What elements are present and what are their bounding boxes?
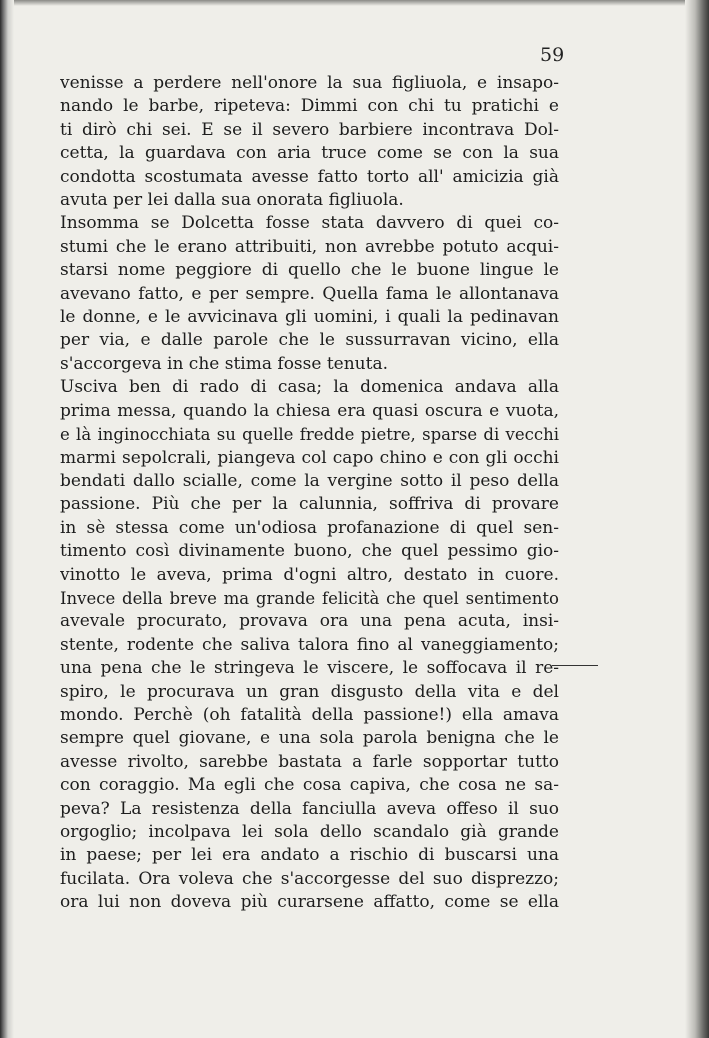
margin-pencil-mark bbox=[552, 665, 598, 666]
page-top-shadow bbox=[0, 0, 709, 6]
text-line: una pena che le stringeva le viscere, le soffocava il re- bbox=[60, 658, 559, 679]
text-line: spiro, le procurava un gran disgusto della vita e del bbox=[60, 681, 559, 702]
text-line: vinotto le aveva, prima d'ogni altro, destato in cuore. bbox=[60, 564, 559, 585]
text-line: e là inginocchiata su quelle fredde pietre, sparse di vecchi bbox=[60, 425, 559, 445]
text-line: prima messa, quando la chiesa era quasi oscura e vuota, bbox=[60, 400, 559, 421]
text-line: in sè stessa come un'odiosa profanazione di quel sen- bbox=[60, 517, 559, 538]
text-line: starsi nome peggiore di quello che le buone lingue le bbox=[60, 260, 559, 281]
text-line: s'accorgeva in che stima fosse tenuta. bbox=[60, 353, 388, 374]
text-line: le donne, e le avvicinava gli uomini, i quali la pedinavan bbox=[60, 307, 559, 328]
text-line: passione. Più che per la calunnia, soffriva di provare bbox=[60, 494, 559, 515]
text-line: nando le barbe, ripeteva: Dimmi con chi tu pratichi e bbox=[60, 96, 559, 117]
text-line: Usciva ben di rado di casa; la domenica andava alla bbox=[60, 377, 559, 398]
text-line: avevano fatto, e per sempre. Quella fama le allontanava bbox=[60, 283, 559, 304]
page-number: 59 bbox=[540, 44, 565, 66]
text-line: ti dirò chi sei. E se il severo barbiere incontrava Dol- bbox=[60, 119, 559, 140]
text-line: avevale procurato, provava ora una pena acuta, insi- bbox=[60, 611, 559, 632]
text-line: orgoglio; incolpava lei sola dello scandalo già grande bbox=[60, 822, 559, 842]
text-line: mondo. Perchè (oh fatalità della passione!) ella amava bbox=[60, 704, 559, 725]
text-line: per via, e dalle parole che le sussurravan vicino, ella bbox=[60, 330, 559, 351]
text-line: bendati dallo scialle, come la vergine sotto il peso della bbox=[60, 470, 559, 491]
text-line: Invece della breve ma grande felicità che quel sentimento bbox=[60, 588, 559, 608]
text-line: marmi sepolcrali, piangeva col capo chino e con gli occhi bbox=[60, 447, 559, 468]
text-line: ora lui non doveva più curarsene affatto, come se ella bbox=[60, 892, 559, 913]
text-line: condotta scostumata avesse fatto torto all' amicizia già bbox=[60, 166, 559, 187]
text-line: venisse a perdere nell'onore la sua figliuola, e insapo- bbox=[60, 73, 559, 93]
text-line: timento così divinamente buono, che quel pessimo gio- bbox=[60, 541, 559, 562]
text-line: fucilata. Ora voleva che s'accorgesse del suo disprezzo; bbox=[60, 868, 559, 889]
text-line: avesse rivolto, sarebbe bastata a farle sopportar tutto bbox=[60, 751, 559, 772]
text-line: con coraggio. Ma egli che cosa capiva, che cosa ne sa- bbox=[60, 775, 559, 796]
text-line: avuta per lei dalla sua onorata figliuola. bbox=[60, 190, 404, 211]
text-line: stumi che le erano attribuiti, non avrebbe potuto acqui- bbox=[60, 236, 559, 257]
text-line: sempre quel giovane, e una sola parola benigna che le bbox=[60, 728, 559, 749]
page-edge-shadow bbox=[685, 0, 709, 1038]
text-line: in paese; per lei era andato a rischio di buscarsi una bbox=[60, 845, 559, 866]
body-text bbox=[60, 72, 559, 915]
text-line: Insomma se Dolcetta fosse stata davvero di quei co- bbox=[60, 213, 559, 234]
text-line: cetta, la guardava con aria truce come se con la sua bbox=[60, 143, 559, 164]
page-binding-shadow bbox=[0, 0, 14, 1038]
text-line: peva? La resistenza della fanciulla aveva offeso il suo bbox=[60, 798, 559, 819]
text-line: stente, rodente che saliva talora fino al vaneggiamento; bbox=[60, 634, 559, 655]
